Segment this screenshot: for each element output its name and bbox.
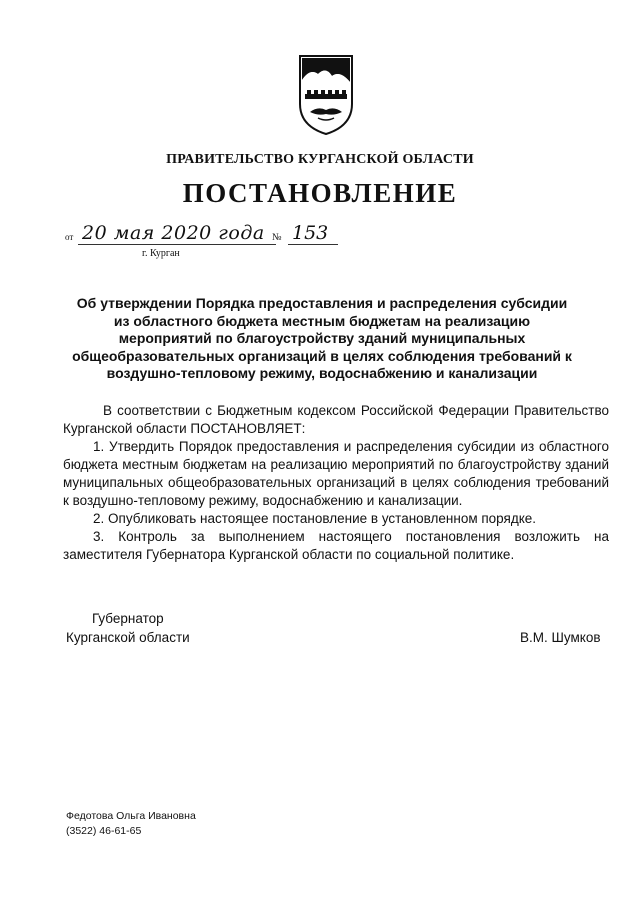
position-line-1: Губернатор	[92, 611, 164, 626]
document-heading: Об утверждении Порядка предоставления и распределения субсидии из областного бюджета местным бюджетам на реализацию мероприятий по благоустройству зданий муниципальных общеобразовательных организаций в целях соблюдения требований к воздушно-тепловому режиму, водоснабжению и канализации	[72, 295, 572, 381]
document-number: 153	[292, 222, 329, 244]
city: г. Курган	[142, 248, 180, 259]
executor-phone: (3522) 46-61-65	[66, 825, 142, 837]
number-underline	[288, 244, 338, 245]
document-type-title: ПОСТАНОВЛЕНИЕ	[182, 178, 458, 208]
signatory-position	[66, 609, 190, 647]
document-body	[63, 402, 609, 564]
item-paragraph-1: 1. Утвердить Порядок предоставления и распределения субсидии из областного бюджета местным бюджетам на реализацию мероприятий по благоустройству зданий муниципальных общеобразовательных организаций в целях соблюдения требований к воздушно-тепловому режиму, водоснабжению и канализации.	[63, 439, 609, 508]
document-date: 20 мая 2020 года	[82, 222, 265, 244]
position-line-2: Курганской области	[66, 630, 190, 645]
executor-contact	[66, 809, 196, 839]
item-paragraph-2: 2. Опубликовать настоящее постановление в установленном порядке.	[93, 511, 537, 526]
number-sign: №	[272, 232, 282, 243]
executor-name: Федотова Ольга Ивановна	[66, 810, 196, 822]
government-name: ПРАВИТЕЛЬСТВО КУРГАНСКОЙ ОБЛАСТИ	[166, 152, 474, 167]
item-paragraph-3: 3. Контроль за выполнением настоящего постановления возложить на заместителя Губернатора Курганской области по социальной политике.	[63, 529, 609, 562]
signatory-name: В.М. Шумков	[520, 630, 601, 645]
coat-of-arms-icon	[296, 52, 356, 136]
document-meta	[60, 222, 360, 262]
date-prefix: от	[65, 232, 74, 242]
preamble-paragraph: В соответствии с Бюджетным кодексом Российской Федерации Правительство Курганской области ПОСТАНОВЛЯЕТ:	[63, 403, 609, 436]
date-underline	[78, 244, 276, 245]
